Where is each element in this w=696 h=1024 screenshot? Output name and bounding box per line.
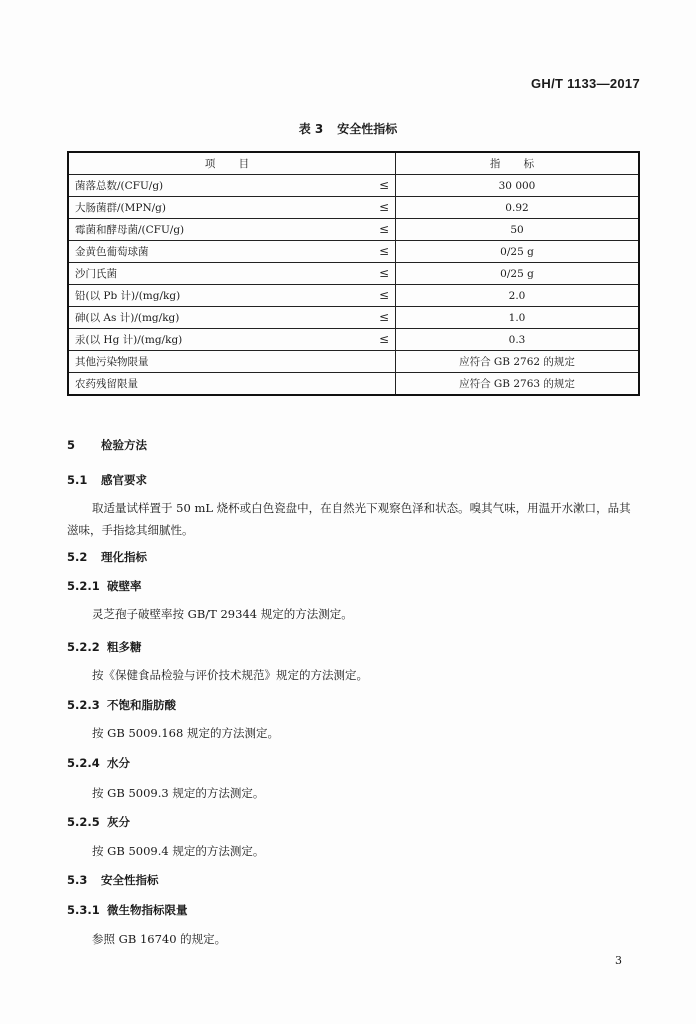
section-number: 5.3 <box>67 873 88 887</box>
paragraph: 按《保健食品检验与评价技术规范》规定的方法测定。 <box>92 668 368 682</box>
less-equal-sign: ≤ <box>378 244 389 258</box>
section-title: 安全性指标 <box>101 873 159 887</box>
table-row <box>68 329 639 351</box>
less-equal-sign: ≤ <box>378 178 389 192</box>
table-cell-value: 应符合 GB 2763 的规定 <box>396 373 640 396</box>
table-cell-item <box>68 351 396 373</box>
section-title: 不饱和脂肪酸 <box>107 698 176 712</box>
section-number: 5.2.2 <box>67 640 100 654</box>
section-heading <box>67 472 147 488</box>
section-heading <box>67 639 142 655</box>
table-cell-item <box>68 307 396 329</box>
item-label: 铅(以 Pb 计)/(mg/kg) <box>75 290 181 302</box>
section-heading <box>67 697 176 713</box>
table-cell-item <box>68 329 396 351</box>
less-equal-sign: ≤ <box>378 310 389 324</box>
standard-code: GH/T 1133—2017 <box>531 76 640 91</box>
table-cell-item <box>68 197 396 219</box>
section-heading <box>67 814 130 830</box>
section-number: 5.2.3 <box>67 698 100 712</box>
section-number: 5.1 <box>67 473 88 487</box>
section-title: 微生物指标限量 <box>107 903 188 917</box>
item-label: 大肠菌群/(MPN/g) <box>75 202 166 214</box>
table-cell-value: 50 <box>396 219 640 241</box>
less-equal-sign: ≤ <box>378 222 389 236</box>
column-header-value: 指 标 <box>396 152 640 175</box>
table-row <box>68 285 639 307</box>
section-heading <box>67 578 142 594</box>
paragraph: 取适量试样置于 50 mL 烧杯或白色瓷盘中，在自然光下观察色泽和状态。嗅其气味，用温开水漱口，品其滋味，手指捻其细腻性。 <box>67 501 631 537</box>
table-caption-title: 安全性指标 <box>337 122 398 136</box>
table-row <box>68 307 639 329</box>
item-label: 霉菌和酵母菌/(CFU/g) <box>75 224 185 236</box>
section-heading <box>67 902 188 918</box>
page-number: 3 <box>615 954 622 967</box>
table-row <box>68 175 639 197</box>
table-row <box>68 241 639 263</box>
table-row <box>68 351 639 373</box>
section-title: 检验方法 <box>101 438 147 452</box>
paragraph: 按 GB 5009.3 规定的方法测定。 <box>92 786 265 800</box>
paragraph: 按 GB 5009.168 规定的方法测定。 <box>92 726 279 740</box>
section-number: 5.2 <box>67 550 88 564</box>
item-label: 沙门氏菌 <box>75 268 117 280</box>
item-label: 其他污染物限量 <box>75 356 149 368</box>
section-title: 灰分 <box>107 815 130 829</box>
table-row <box>68 197 639 219</box>
table-caption-number: 表 3 <box>298 122 324 136</box>
paragraph: 按 GB 5009.4 规定的方法测定。 <box>92 844 265 858</box>
table-cell-item <box>68 263 396 285</box>
section-title: 破壁率 <box>107 579 142 593</box>
table-cell-value: 0/25 g <box>396 263 640 285</box>
table-cell-value: 1.0 <box>396 307 640 329</box>
less-equal-sign: ≤ <box>378 288 389 302</box>
table-row <box>68 373 639 396</box>
section-heading <box>67 437 147 453</box>
section-heading <box>67 755 130 771</box>
less-equal-sign: ≤ <box>378 266 389 280</box>
section-number: 5.2.5 <box>67 815 100 829</box>
table-row <box>68 219 639 241</box>
table-cell-item <box>68 373 396 396</box>
paragraph: 灵芝孢子破壁率按 GB/T 29344 规定的方法测定。 <box>92 607 353 621</box>
less-equal-sign: ≤ <box>378 332 389 346</box>
safety-indicator-table <box>67 151 640 396</box>
section-title: 粗多糖 <box>107 640 142 654</box>
section-heading <box>67 872 159 888</box>
section-title: 水分 <box>107 756 130 770</box>
table-cell-value: 应符合 GB 2762 的规定 <box>396 351 640 373</box>
table-caption <box>0 120 696 137</box>
table-cell-value: 0/25 g <box>396 241 640 263</box>
table-header-row <box>68 152 639 175</box>
table-cell-item <box>68 285 396 307</box>
section-number: 5.2.1 <box>67 579 100 593</box>
section-heading <box>67 549 147 565</box>
section-number: 5.3.1 <box>67 903 100 917</box>
column-header-item: 项 目 <box>68 152 396 175</box>
section-number: 5.2.4 <box>67 756 100 770</box>
item-label: 农药残留限量 <box>75 378 138 390</box>
section-title: 理化指标 <box>101 550 147 564</box>
item-label: 金黄色葡萄球菌 <box>75 246 149 258</box>
table-cell-value: 2.0 <box>396 285 640 307</box>
table-cell-item <box>68 241 396 263</box>
paragraph: 参照 GB 16740 的规定。 <box>92 932 227 946</box>
item-label: 菌落总数/(CFU/g) <box>75 180 164 192</box>
table-row <box>68 263 639 285</box>
section-number: 5 <box>67 438 76 452</box>
table-cell-value: 0.3 <box>396 329 640 351</box>
item-label: 砷(以 As 计)/(mg/kg) <box>75 312 180 324</box>
table-cell-value: 0.92 <box>396 197 640 219</box>
table-cell-item <box>68 175 396 197</box>
item-label: 汞(以 Hg 计)/(mg/kg) <box>75 334 183 346</box>
table-cell-value: 30 000 <box>396 175 640 197</box>
less-equal-sign: ≤ <box>378 200 389 214</box>
table-cell-item <box>68 219 396 241</box>
section-title: 感官要求 <box>101 473 147 487</box>
